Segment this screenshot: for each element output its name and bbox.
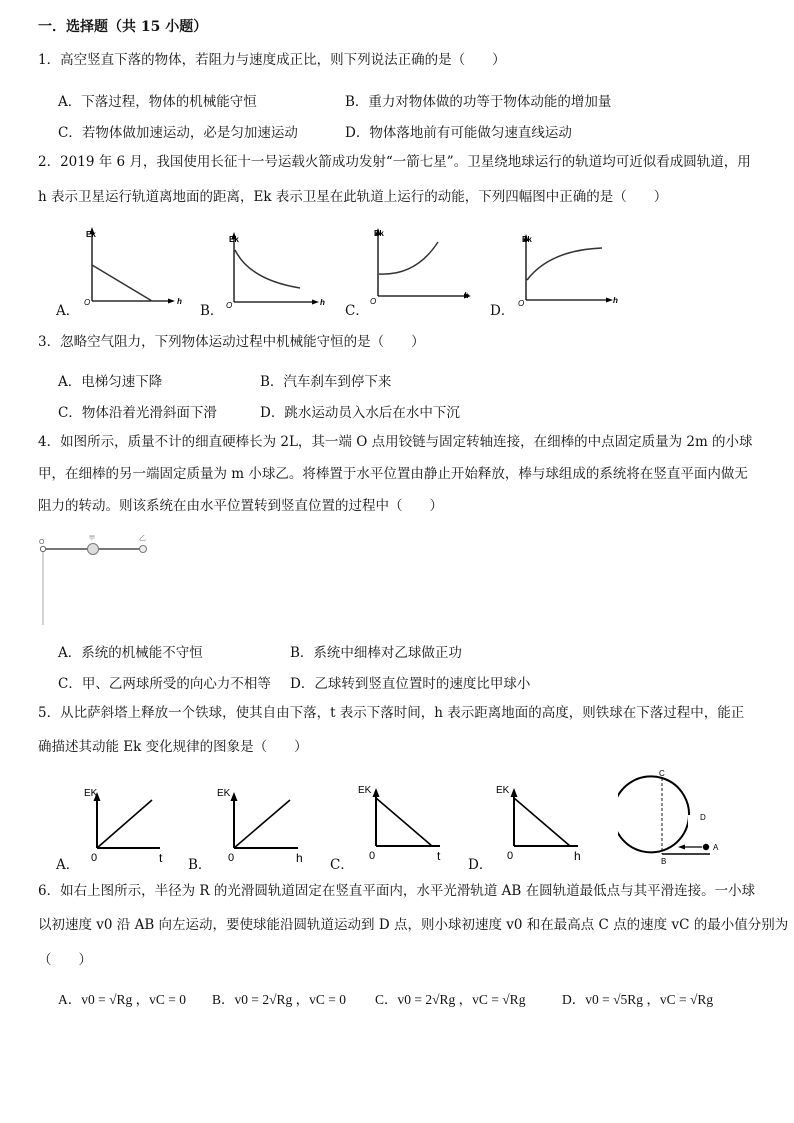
q5-c-xlabel: t — [437, 849, 441, 863]
q2-b-ylabel: Ek — [229, 235, 239, 244]
q2-d-ylabel: Ek — [522, 235, 532, 244]
q1-option-b: B．重力对物体做的功等于物体动能的增加量 — [345, 94, 612, 110]
q5-graph-a — [80, 780, 175, 868]
q3-stem: 3．忽略空气阻力，下列物体运动过程中机械能守恒的是（ ） — [38, 334, 425, 350]
q4-figure — [36, 535, 166, 630]
q4-option-c: C．甲、乙两球所受的向心力不相等 — [58, 676, 271, 692]
q2-d-xlabel: h — [613, 296, 618, 305]
q2-graph-a — [80, 225, 190, 310]
q4-fig-jia: 甲 — [89, 536, 96, 542]
q5-b-origin: 0 — [228, 852, 235, 864]
q5-b-ylabel: EK — [217, 788, 231, 799]
q5-label-a: A． — [56, 857, 80, 873]
q6-line2: 以初速度 v0 沿 AB 向左运动，要使球能沿圆轨道运动到 D 点，则小球初速度 v0 和在最高点 C 点的速度 vC 的最小值分别为 — [38, 917, 789, 933]
q5-label-c: C． — [330, 857, 354, 873]
q5-graph-b — [212, 780, 312, 868]
q5-c-origin: 0 — [369, 850, 376, 862]
q2-d-origin: O — [518, 299, 525, 308]
q4-option-d: D．乙球转到竖直位置时的速度比甲球小 — [290, 676, 531, 692]
q2-b-origin: O — [226, 301, 233, 310]
q5-line2: 确描述其动能 Ek 变化规律的图象是（ ） — [38, 739, 308, 755]
q2-label-a: A． — [56, 303, 80, 319]
q5-a-origin: 0 — [91, 852, 98, 864]
q5-d-ylabel: EK — [496, 785, 510, 796]
q1-option-d: D．物体落地前有可能做匀速直线运动 — [345, 125, 572, 141]
q2-a-ylabel: Ek — [86, 230, 96, 239]
q4-line1: 4．如图所示，质量不计的细直硬棒长为 2L，其一端 O 点用铰链与固定转轴连接，在细棒的中点固定质量为 2m 的小球 — [38, 434, 753, 450]
q6-option-c: C．v0 = 2√Rg ，vC = √Rg — [375, 992, 526, 1007]
q6-line1: 6．如右上图所示，半径为 R 的光滑圆轨道固定在竖直平面内，水平光滑轨道 AB 在圆轨道最低点与其平滑连接。一小球 — [38, 883, 756, 899]
q6-option-b: B．v0 = 2√Rg ，vC = 0 — [212, 992, 347, 1007]
q1-stem: 1．高空竖直下落的物体，若阻力与速度成正比，则下列说法正确的是（ ） — [38, 52, 506, 68]
q6-line3: （ ） — [38, 952, 92, 968]
q5-d-origin: 0 — [507, 850, 514, 862]
q5-line1: 5．从比萨斜塔上释放一个铁球，使其自由下落，t 表示下落时间，h 表示距离地面的高度，则铁球在下落过程中，能正 — [38, 705, 745, 721]
q3-option-c: C．物体沿着光滑斜面下滑 — [58, 405, 217, 421]
q5-a-ylabel: EK — [84, 788, 98, 799]
q3-option-b: B．汽车刹车到停下来 — [260, 374, 392, 390]
q5-graph-c — [354, 778, 454, 866]
q5-d-xlabel: h — [574, 849, 581, 863]
q6-label-c: C — [659, 769, 665, 778]
q2-graph-b — [222, 228, 334, 310]
q5-b-xlabel: h — [296, 851, 303, 865]
q3-option-a: A．电梯匀速下降 — [58, 374, 163, 390]
q4-line2: 甲，在细棒的另一端固定质量为 m 小球乙。将棒置于水平位置由静止开始释放，棒与球组成的系统将在竖直平面内做无 — [38, 466, 748, 482]
q5-label-b: B． — [188, 857, 212, 873]
q5-graph-d — [492, 778, 592, 866]
q4-option-b: B．系统中细棒对乙球做正功 — [290, 645, 462, 661]
q3-option-d: D．跳水运动员入水后在水中下沉 — [260, 405, 460, 421]
q6-label-a: A — [713, 843, 719, 852]
q2-graph-d — [512, 228, 624, 308]
q5-c-ylabel: EK — [358, 785, 372, 796]
q2-c-ylabel: Ek — [374, 229, 384, 238]
q2-a-xlabel: h — [177, 297, 182, 306]
q6-label-b: B — [661, 857, 667, 866]
q5-label-d: D． — [468, 857, 493, 873]
q1-option-c: C．若物体做加速运动，必是匀加速运动 — [58, 125, 298, 141]
q6-option-a: A．v0 = √Rg ，vC = 0 — [58, 992, 187, 1007]
q5-a-xlabel: t — [159, 851, 163, 865]
q2-line1: 2．2019 年 6 月，我国使用长征十一号运载火箭成功发射“一箭七星”。卫星绕地球运行的轨道均可近似看成圆轨道，用 — [38, 154, 751, 170]
q2-label-d: D． — [490, 303, 515, 319]
q4-line3: 阻力的转动。则该系统在由水平位置转到竖直位置的过程中（ ） — [38, 498, 443, 514]
q2-c-origin: O — [370, 297, 377, 306]
q4-fig-yi: 乙 — [139, 535, 146, 542]
q2-a-origin: O — [84, 298, 91, 307]
q6-circle-track-figure — [618, 768, 738, 868]
q2-label-c: C． — [345, 303, 369, 319]
q4-option-a: A．系统的机械能不守恒 — [58, 645, 203, 661]
q1-option-a: A．下落过程，物体的机械能守恒 — [58, 94, 257, 110]
section-title: 一．选择题（共 15 小题） — [38, 19, 208, 35]
q2-label-b: B． — [200, 303, 224, 319]
q2-line2: h 表示卫星运行轨道离地面的距离，Ek 表示卫星在此轨道上运行的动能，下列四幅图中正确的是（ ） — [38, 189, 668, 205]
q6-label-d: D — [700, 813, 706, 822]
q4-fig-o: O — [39, 539, 45, 546]
q2-b-xlabel: h — [320, 298, 325, 307]
q2-graph-c — [366, 224, 478, 306]
q2-c-xlabel: h — [464, 291, 469, 300]
q6-option-d: D．v0 = √5Rg ，vC = √Rg — [562, 992, 714, 1007]
